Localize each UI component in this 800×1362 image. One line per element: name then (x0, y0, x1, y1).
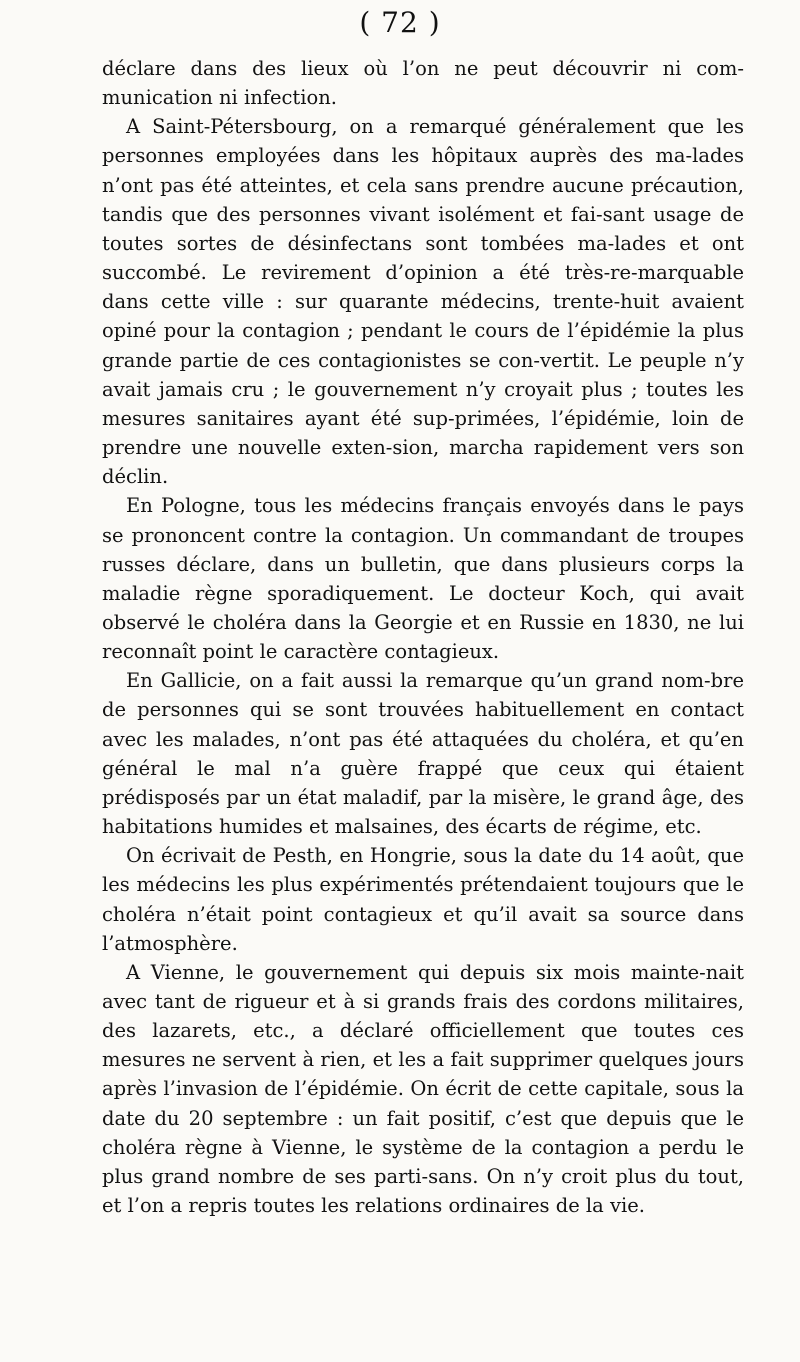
paragraph-vienne: A Vienne, le gouvernement qui depuis six mois mainte-nait avec tant de rigueur et à si grands frais des cordons militaires, des lazarets, etc., a déclaré officiellement que toutes ces mesures ne servent à rien, et les a fait supprimer quelques jours après l’invasion de l’épidémie. On écrit de cette capitale, sous la date du 20 septembre : un fait positif, c’est que depuis que le choléra règne à Vienne, le système de la contagion a perdu le plus grand nombre de ses parti-sans. On n’y croit plus du tout, et l’on a repris toutes les relations ordinaires de la vie. (102, 960, 744, 1218)
paragraph-pesth: On écrivait de Pesth, en Hongrie, sous la date du 14 août, que les médecins les plus expérimentés prétendaient toujours que le choléra n’était point contagieux et qu’il avait sa source dans l’atmosphère. (102, 844, 744, 955)
paragraph-pologne: En Pologne, tous les médecins français envoyés dans le pays se prononcent contre la contagion. Un commandant de troupes russes déclare, dans un bulletin, que dans plusieurs corps la maladie règne sporadiquement. Le docteur Koch, qui avait observé le choléra dans la Georgie et en Russie en 1830, ne lui reconnaît point le caractère contagieux. (102, 494, 744, 664)
paragraph-saint-petersbourg: A Saint-Pétersbourg, on a remarqué généralement que les personnes employées dans les hôpitaux auprès des ma-lades n’ont pas été atteintes, et cela sans prendre aucune précaution, tandis que des personnes vivant isolément et fai-sant usage de toutes sortes de désinfectans sont tombées ma-lades et ont succombé. Le revirement d’opinion a été très-re-marquable dans cette ville : sur quarante médecins, trente-huit avaient opiné pour la contagion ; pendant le cours de l’épidémie la plus grande partie de ces contagionistes se con-vertit. Le peuple n’y avait jamais cru ; le gouvernement n’y croyait plus ; toutes les mesures sanitaires ayant été sup-primées, l’épidémie, loin de prendre une nouvelle exten-sion, marcha rapidement vers son déclin. (102, 115, 744, 489)
page-number: ( 72 ) (359, 6, 441, 39)
paragraph-gallicie: En Gallicie, on a fait aussi la remarque qu’un grand nom-bre de personnes qui se sont trouvées habituellement en contact avec les malades, n’ont pas été attaquées du choléra, et qu’en général le mal n’a guère frappé que ceux qui étaient prédisposés par un état maladif, par la misère, le grand âge, des habitations humides et malsaines, des écarts de régime, etc. (102, 669, 744, 839)
body-text (102, 54, 744, 1220)
paragraph-continuation: déclare dans des lieux où l’on ne peut découvrir ni com-munication ni infection. (102, 57, 744, 110)
